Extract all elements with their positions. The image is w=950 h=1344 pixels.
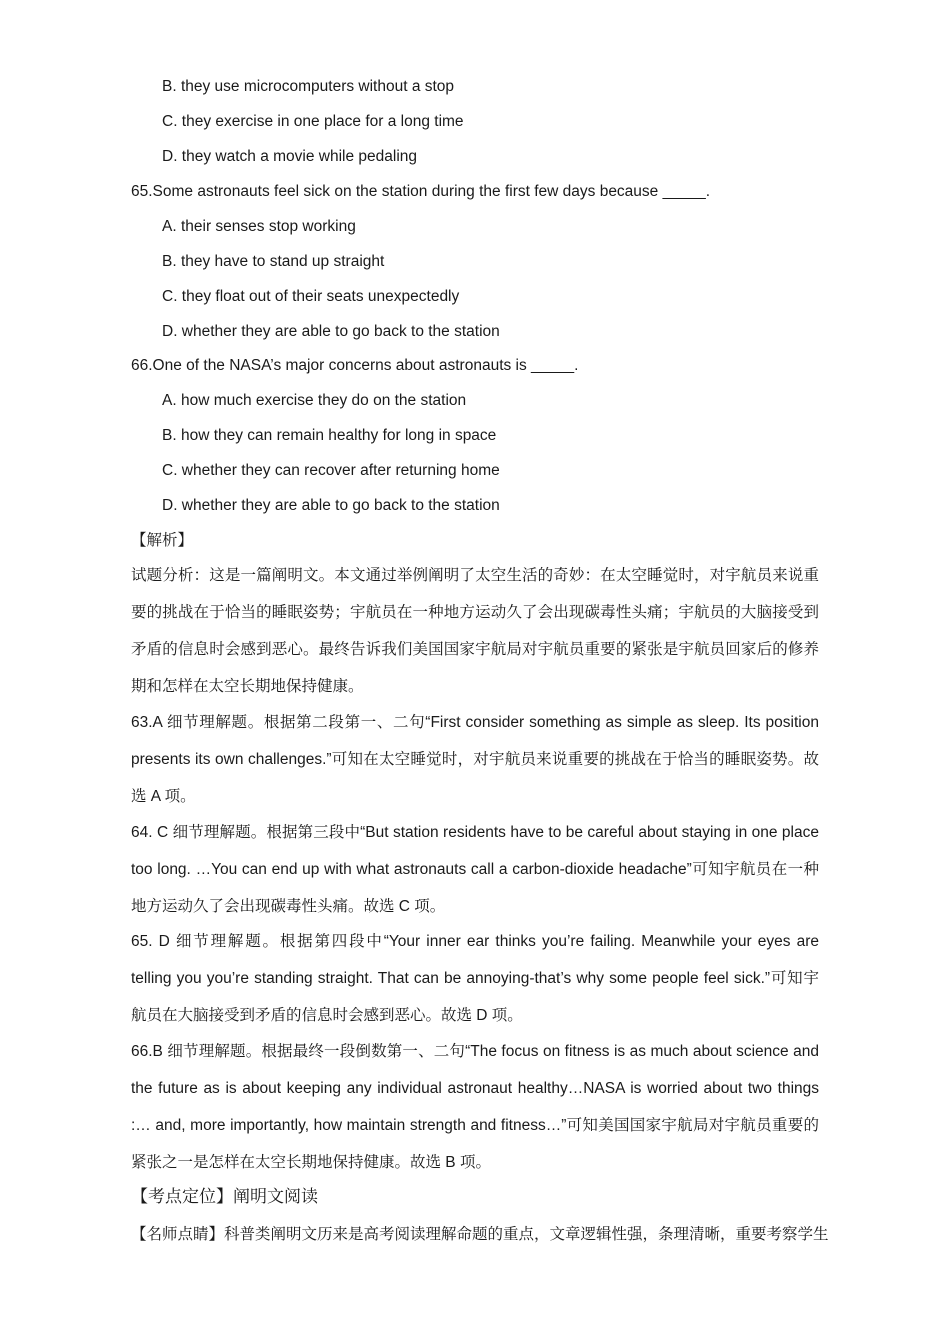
answer-64 xyxy=(131,814,819,925)
answer-65-text: 65. D 细节理解题。根据第四段中“Your inner ear thinks you’re failing. Meanwhile your eyes are telling you you’re standing straight. That can be annoying-that’s why some people feel sick.”可知宇航员在大脑接受到矛盾的信息时会感到恶心。故选 D 项。 xyxy=(131,933,819,1024)
answer-65 xyxy=(131,923,819,1034)
kaodian-heading: 【考点定位】阐明文阅读 xyxy=(131,1187,318,1206)
q65-option-a: A. their senses stop working xyxy=(162,218,356,235)
q66-option-b: B. how they can remain healthy for long in space xyxy=(162,427,497,444)
q65-option-c: C. they float out of their seats unexpectedly xyxy=(162,288,460,305)
q66-stem: 66.One of the NASA’s major concerns about astronauts is _____. xyxy=(131,357,579,374)
analysis-heading: 【解析】 xyxy=(131,532,194,549)
q64-option-d: D. they watch a movie while pedaling xyxy=(162,148,418,165)
q64-option-b: B. they use microcomputers without a stop xyxy=(162,78,455,95)
q65-stem: 65.Some astronauts feel sick on the station during the first few days because _____. xyxy=(131,183,711,200)
answer-63 xyxy=(131,704,819,815)
answer-63-text: 63.A 细节理解题。根据第二段第一、二句“First consider something as simple as sleep. Its position presents its own challenges.”可知在太空睡觉时，对宇航员来说重要的挑战在于恰当的睡眠姿势。故选 A 项。 xyxy=(131,714,819,805)
mingshi-text: 【名师点睛】科普类阐明文历来是高考阅读理解命题的重点，文章逻辑性强，条理清晰，重要考察学生 xyxy=(131,1226,829,1243)
q64-option-c: C. they exercise in one place for a long time xyxy=(162,113,464,130)
answer-66 xyxy=(131,1033,819,1181)
analysis-summary xyxy=(131,557,819,705)
answer-66-text: 66.B 细节理解题。根据最终一段倒数第一、二句“The focus on fitness is as much about science and the future as is about keeping any individual astronaut healthy…NASA is worried about two things :… and, more importantly, how maintain strength and fitness…”可知美国国家宇航局对宇航员重要的紧张之一是怎样在太空长期地保持健康。故选 B 项。 xyxy=(131,1043,819,1171)
q66-option-a: A. how much exercise they do on the station xyxy=(162,392,467,409)
q66-option-d: D. whether they are able to go back to the station xyxy=(162,497,500,514)
q65-option-d: D. whether they are able to go back to the station xyxy=(162,323,500,340)
analysis-summary-text: 试题分析：这是一篇阐明文。本文通过举例阐明了太空生活的奇妙：在太空睡觉时，对宇航员来说重要的挑战在于恰当的睡眠姿势；宇航员在一种地方运动久了会出现碳毒性头痛；宇航员的大脑接受到矛盾的信息时会感到恶心。最终告诉我们美国国家宇航局对宇航员重要的紧张是宇航员回家后的修养期和怎样在太空长期地保持健康。 xyxy=(131,567,819,695)
q65-option-b: B. they have to stand up straight xyxy=(162,253,385,270)
q66-option-c: C. whether they can recover after returning home xyxy=(162,462,500,479)
answer-64-text: 64. C 细节理解题。根据第三段中“But station residents have to be careful about staying in one place too long. …You can end up with what astronauts call a carbon-dioxide headache”可知宇航员在一种地方运动久了会出现碳毒性头痛。故选 C 项。 xyxy=(131,824,819,915)
